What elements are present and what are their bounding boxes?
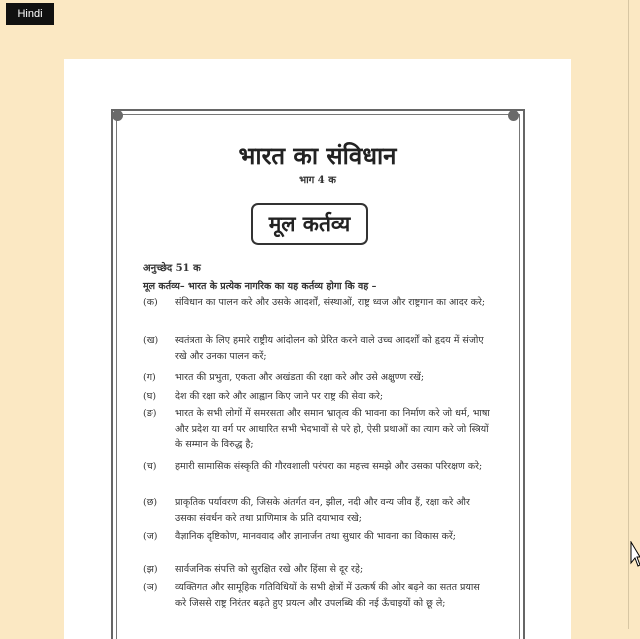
duty-text: संविधान का पालन करे और उसके आदर्शों, संस्थाओं, राष्ट्र ध्वज और राष्ट्रगान का आदर करे; (175, 297, 486, 308)
duty-marker: (ङ) (143, 408, 157, 419)
section-heading: मूल कर्तव्य (251, 203, 368, 245)
duty-marker: (ख) (143, 335, 159, 346)
duties-intro: मूल कर्तव्य– भारत के प्रत्येक नागरिक का यह कर्तव्य होगा कि वह – (143, 281, 377, 292)
duty-text: भारत की प्रभुता, एकता और अखंडता की रक्षा करे और उसे अक्षुण्ण रखें; (175, 372, 425, 383)
duty-marker: (क) (143, 297, 158, 308)
mouse-cursor-icon (630, 541, 640, 571)
duty-marker: (झ) (143, 564, 158, 575)
duty-marker: (ग) (143, 372, 156, 383)
duty-marker: (घ) (143, 391, 157, 402)
duty-marker: (ञ) (143, 582, 158, 593)
duty-text: वैज्ञानिक दृष्टिकोण, मानववाद और ज्ञानार्जन तथा सुधार की भावना का विकास करें; (175, 531, 456, 542)
right-divider (628, 0, 629, 629)
duty-marker: (च) (143, 461, 157, 472)
corner-ornament-right (508, 110, 519, 121)
language-button[interactable]: Hindi (6, 3, 54, 25)
duty-text: सार्वजनिक संपत्ति को सुरक्षित रखे और हिंसा से दूर रहे; (175, 564, 364, 575)
duty-text: देश की रक्षा करे और आह्वान किए जाने पर राष्ट्र की सेवा करे; (175, 391, 384, 402)
corner-ornament-left (112, 110, 123, 121)
duty-text: भारत के सभी लोगों में समरसता और समान भ्रातृत्व की भावना का निर्माण करे जो धर्म, भाषा और प्रदेश या वर्ग पर आधारित सभी भेदभावों से परे हो, ऐसी प्रथाओं का त्याग करे जो स्त्रियों के सम्मान के विरुद्ध है; (175, 408, 490, 450)
duty-text: हमारी सामासिक संस्कृति की गौरवशाली परंपरा का महत्त्व समझे और उसका परिरक्षण करे; (175, 461, 483, 472)
duty-text: प्राकृतिक पर्यावरण की, जिसके अंतर्गत वन, झील, नदी और वन्य जीव हैं, रक्षा करे और उसका संवर्धन करे तथा प्राणिमात्र के प्रति दयाभाव रखे; (175, 497, 470, 524)
duty-marker: (ज) (143, 531, 158, 542)
document-title: भारत का संविधान (238, 141, 397, 170)
duty-text: व्यक्तिगत और सामूहिक गतिविधियों के सभी क्षेत्रों में उत्कर्ष की ओर बढ़ने का सतत प्रयास करे जिससे राष्ट्र निरंतर बढ़ते हुए प्रयत्न और उपलब्धि की नई ऊँचाइयों को छू ले; (175, 582, 480, 609)
duty-text: स्वतंत्रता के लिए हमारे राष्ट्रीय आंदोलन को प्रेरित करने वाले उच्च आदर्शों को हृदय में संजोए रखे और उनका पालन करें; (175, 335, 484, 362)
article-number: अनुच्छेद 51 क (143, 263, 201, 274)
document-page (64, 59, 571, 639)
document-subtitle: भाग 4 क (299, 175, 336, 186)
duty-marker: (छ) (143, 497, 158, 508)
